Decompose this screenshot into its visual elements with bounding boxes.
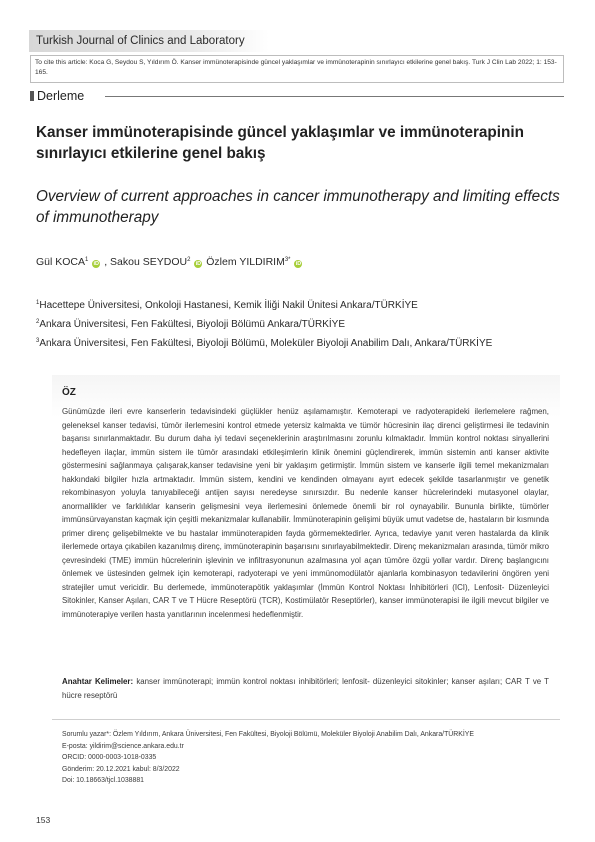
email-line[interactable]: E-posta: yildirim@science.ankara.edu.tr: [62, 742, 184, 750]
citation-box: To cite this article: Koca G, Seydou S, Yıldırım Ö. Kanser immünoterapisinde güncel yaklaşımlar ve immünoterapinin sınırlayıcı etkilerine genel bakış. Turk J Clin Lab 2022; 1: 153-165.: [30, 55, 564, 83]
affiliation-text: Ankara Üniversitesi, Fen Fakültesi, Biyoloji Bölümü Ankara/TÜRKİYE: [39, 319, 346, 330]
doi-line[interactable]: Doi: 10.18663/tjcl.1038881: [62, 777, 144, 785]
keywords-label: Anahtar Kelimeler:: [62, 677, 134, 686]
orcid-icon[interactable]: iD: [93, 261, 100, 267]
orcid-line: ORCID: 0000-0003-1018-0335: [62, 754, 157, 762]
author-name: Özlem YILDIRIM: [206, 256, 285, 268]
affiliation-item: [36, 335, 492, 354]
corresponding-author: Sorumlu yazar*: Özlem Yıldırım, Ankara Üniversitesi, Fen Fakültesi, Biyoloji Bölümü, Moleküler Biyoloji Anabilim Dalı, Ankara/TÜRKİYE: [62, 731, 474, 738]
author-list: [36, 256, 303, 268]
affiliation-text: Ankara Üniversitesi, Fen Fakültesi, Biyoloji Bölümü, Moleküler Biyoloji Anabilim Dalı, Ankara/TÜRKİYE: [39, 338, 493, 349]
keywords-text: kanser immünoterapi; immün kontrol noktası inhibitörleri; lenfosit- düzenleyici sitokinler; kanser aşıları; CAR T ve T hücre reseptörü: [62, 677, 549, 700]
title-english: Overview of current approaches in cancer immunotherapy and limiting effects of immunotherapy: [36, 188, 560, 226]
orcid-icon[interactable]: iD: [195, 261, 202, 267]
affiliation-item: [36, 297, 492, 316]
affiliation-number: 1: [36, 300, 40, 306]
title-turkish: Kanser immünoterapisinde güncel yaklaşımlar ve immünoterapinin sınırlayıcı etkilerine genel bakış: [36, 124, 524, 162]
journal-name: Turkish Journal of Clinics and Laboratory: [36, 35, 245, 47]
page-number: 153: [36, 815, 51, 825]
affiliation-item: [36, 316, 492, 335]
correspondence-divider: [52, 719, 560, 720]
author-affiliation-mark: 1: [85, 257, 89, 263]
section-label-text: Derleme: [37, 89, 85, 103]
section-divider: [105, 96, 564, 97]
author-name: , Sakou SEYDOU: [104, 256, 188, 268]
section-marker: [30, 91, 34, 101]
keywords: [62, 675, 549, 702]
author-affiliation-mark: 3*: [284, 257, 291, 263]
affiliation-number: 2: [36, 319, 40, 325]
submission-dates: Gönderim: 20.12.2021 kabul: 8/3/2022: [62, 765, 180, 773]
affiliation-number: 3: [36, 338, 40, 344]
correspondence-block: [62, 729, 562, 787]
section-label: [30, 89, 84, 103]
author-name: Gül KOCA: [36, 256, 86, 268]
author-affiliation-mark: 2: [187, 257, 191, 263]
orcid-icon[interactable]: iD: [295, 261, 302, 267]
abstract-text: Günümüzde ileri evre kanserlerin tedavisindeki güçlükler henüz aşılamamıştır. Kemoterapi ve radyoterapideki ilerlemelere rağmen, geleneksel kanser tedavisi, tümör ilerlemesini kontrol etmede yetersiz kalmakta ve tümör hücresinin ilaç direnci geliştirmesi ile tedavinin başarısı sınırlanmaktadır. Bu durum daha iyi tedavi seçeneklerinin araştırılmasını zorunlu kılmaktadır. İmmün kontrol noktası sinyallerini hedefleyen ilaçlar, immün sistem ile tümör arasındaki etkileşimlerin klinik önemini güçlendirerek, immün sistemin anti kanser aktivite göstermesini sağlanmaya çalışarak,kanser tedavisine yeni bir yaklaşım getirmiştir. İmmün sistem ve kanserle ilgili temel mekanizmaları hakkındaki bilgiler hızla artmaktadır. İmmün sistem, kendini ve kendinden olmayanı ayırt edecek şekilde tasarlanmıştır ve genetik rekombinasyon yoluyla tanıyabileceği antijen sayısı neredeyse sınırsızdır. Bu nedenle kanser hücrelerindeki mutasyonel olaylar, anormallikler ve farklılıklar kanserin gelişmesini veya ilerlemesini önlemede önemli bir rol oynayabilir. Bununla birlikte, tümörler immünsürvayanstan kaçmak için çeşitli mekanizmalar kullanabilir. İmmünoterapinin gelişimi büyük umut vadetse de, hastaların bir kısmında primer direnç gelişebilmekte ve bu hastalar immünoterapiden fayda görmemektedirler. Ayrıca, tedaviye yanıt veren hastalarda da klinik ilerlemede ortaya çıkabilen kazanılmış direnç, immünoterapinin başarısını sınırlayabilmektedir. Direnç mekanizmaları arasında, tümör mikro çevresindeki (TME) immün hücrelerinin işlevinin ve infiltrasyonunun azalmasına yol açan tümöre özgü yollar vardır. Direnç başlangıcını önlemek ve üstesinden gelmek için kemoterapi, radyoterapi ve yeni immünomodülatör ajanlarla kombinasyon tedavilerini öngören yeni stratejiler umut vericidir. Bu derlemede, immünoterapötik yaklaşımlar (İmmün Kontrol Noktası İnhibitörleri (ICI), Lenfosit- Düzenleyici Sitokinler, Kanser Aşıları, CAR T ve T Hücre Reseptörü (TCR), Kostimülatör Reseptörler), kanser immünoterapisi ile ilgili mevcut bilgiler ve immünoterapiye verilen hasta yanıtlarının incelenmesi hedeflenmiştir.: [62, 407, 549, 619]
affiliation-text: Hacettepe Üniversitesi, Onkoloji Hastanesi, Kemik İliği Nakil Ünitesi Ankara/TÜRKİYE: [39, 300, 418, 311]
affiliation-list: [36, 297, 492, 354]
abstract-heading: ÖZ: [62, 387, 76, 398]
